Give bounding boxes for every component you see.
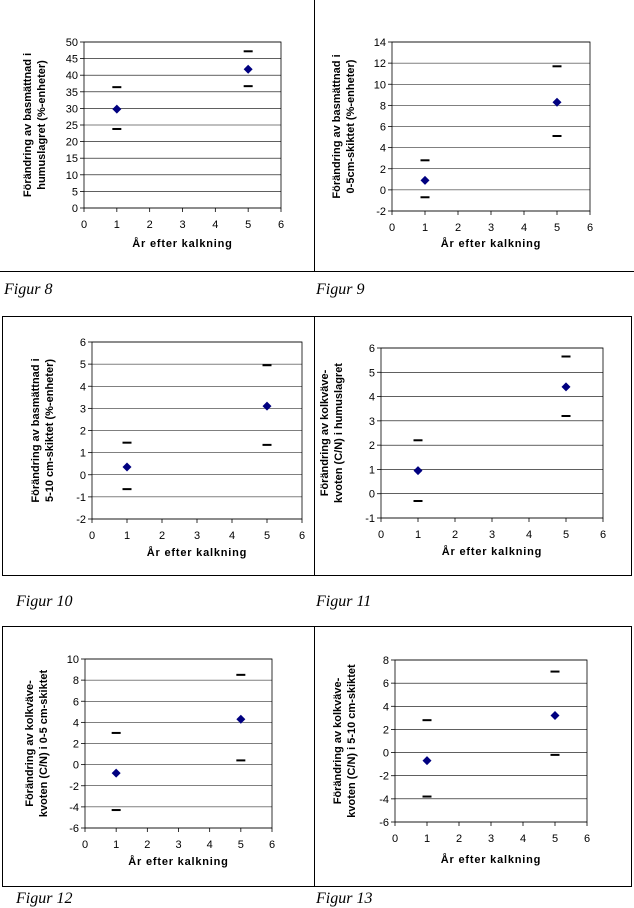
x-axis-label: År efter kalkning	[132, 238, 233, 250]
figure-caption-10: Figur 10	[16, 593, 73, 610]
y-tick-label: 6	[368, 343, 375, 355]
data-point	[423, 756, 432, 765]
y-tick-label: 5	[368, 367, 375, 380]
x-tick-label: 5	[551, 833, 559, 845]
data-point	[112, 769, 121, 778]
x-tick-label: 4	[206, 839, 213, 851]
x-tick-label: 2	[146, 219, 153, 231]
x-tick-label: 4	[228, 530, 236, 542]
x-tick-label: 5	[562, 529, 570, 541]
data-point	[551, 711, 560, 720]
chart-6	[332, 655, 590, 866]
x-tick-label: 1	[421, 222, 429, 234]
chart-1	[22, 37, 284, 250]
y-tick-label: -2	[76, 514, 86, 526]
x-axis-label: År efter kalkning	[441, 546, 543, 558]
x-tick-label: 5	[245, 219, 252, 231]
chart-4	[319, 343, 606, 558]
y-tick-label: 6	[72, 696, 79, 709]
x-tick-label: 3	[488, 529, 496, 541]
x-axis-label: År efter kalkning	[440, 238, 542, 250]
y-tick-label: 1	[79, 447, 86, 460]
y-axis-label-line: kvoten (C/N) i 5-10 cm-skiktet	[346, 664, 358, 818]
chart-3	[30, 337, 305, 559]
y-tick-label: -4	[379, 793, 389, 806]
x-tick-label: 1	[113, 219, 120, 231]
x-tick-label: 3	[487, 222, 495, 234]
y-tick-label: -1	[76, 491, 86, 504]
y-tick-label: 45	[65, 53, 78, 66]
figure-caption-13: Figur 13	[316, 890, 373, 907]
x-tick-label: 0	[81, 839, 89, 851]
y-axis-label-line: Förändring av basmättnad i	[331, 54, 343, 199]
y-axis-label-line: humuslagret (%-enheter)	[36, 60, 48, 190]
figure-caption-8: Figur 8	[4, 281, 53, 298]
y-tick-label: 40	[65, 70, 78, 83]
x-axis-label: År efter kalkning	[128, 856, 229, 868]
x-tick-label: 0	[377, 529, 385, 541]
plot-frame	[395, 660, 587, 822]
y-tick-label: -2	[376, 206, 386, 218]
y-tick-label: 20	[65, 136, 78, 149]
y-axis-label-line: Förändring av basmättnad i	[22, 52, 34, 198]
y-tick-label: 10	[66, 654, 79, 666]
x-axis-label: År efter kalkning	[146, 547, 248, 559]
y-tick-label: 1	[368, 464, 375, 477]
data-point	[421, 176, 430, 185]
y-tick-label: 8	[382, 655, 389, 667]
x-tick-label: 5	[237, 839, 244, 851]
x-tick-label: 0	[80, 219, 88, 231]
x-tick-label: 4	[525, 529, 533, 541]
x-tick-label: 4	[212, 219, 219, 231]
y-tick-label: 6	[379, 121, 386, 134]
y-tick-label: 14	[373, 37, 386, 49]
y-tick-label: 12	[373, 58, 386, 71]
y-tick-label: 4	[382, 701, 389, 714]
x-tick-label: 2	[454, 222, 462, 234]
data-point	[414, 466, 423, 475]
y-tick-label: -4	[69, 801, 79, 814]
y-axis-label-line: Förändring av kolkväve-	[24, 680, 36, 807]
x-tick-label: 3	[179, 219, 186, 231]
y-tick-label: -6	[379, 817, 389, 829]
y-tick-label: -1	[365, 513, 375, 525]
y-tick-label: 4	[79, 381, 86, 394]
y-tick-label: 35	[65, 86, 78, 99]
data-point	[562, 382, 571, 391]
x-tick-label: 0	[391, 833, 399, 845]
x-tick-label: 5	[263, 530, 271, 542]
y-axis-label-line: 0-5cm-skiktet (%-enheter)	[345, 59, 357, 194]
x-tick-label: 0	[388, 222, 396, 234]
y-tick-label: 2	[382, 724, 389, 737]
y-axis-label-line: kvoten (C/N) i 0-5 cm-skiktet	[38, 669, 50, 818]
x-tick-label: 6	[268, 839, 276, 851]
y-tick-label: 2	[379, 163, 386, 176]
y-tick-label: 4	[72, 717, 79, 730]
y-tick-label: 6	[79, 337, 86, 349]
y-tick-label: 5	[79, 359, 86, 372]
x-tick-label: 2	[451, 529, 459, 541]
y-axis-label-line: Förändring av basmättnad i	[30, 358, 42, 503]
y-tick-label: -2	[69, 780, 79, 793]
data-point	[123, 463, 132, 472]
figure-caption-11: Figur 11	[316, 593, 372, 610]
chart-2	[331, 37, 593, 250]
data-point	[263, 402, 272, 411]
y-tick-label: 0	[71, 203, 78, 215]
data-point	[244, 65, 253, 74]
y-tick-label: 2	[368, 440, 375, 453]
y-tick-label: 0	[368, 488, 375, 501]
y-tick-label: 8	[72, 675, 79, 688]
y-tick-label: 2	[79, 425, 86, 438]
y-tick-label: 2	[72, 738, 79, 751]
y-tick-label: 30	[65, 103, 78, 116]
y-tick-label: 5	[71, 186, 78, 199]
x-tick-label: 2	[158, 530, 166, 542]
y-tick-label: 4	[368, 391, 375, 404]
x-axis-label: År efter kalkning	[440, 854, 542, 866]
y-axis-label-line: Förändring av kolkväve-	[319, 369, 331, 497]
y-tick-label: 8	[379, 100, 386, 113]
x-tick-label: 3	[175, 839, 182, 851]
y-tick-label: -2	[379, 770, 389, 783]
x-tick-label: 0	[88, 530, 96, 542]
x-tick-label: 4	[520, 222, 528, 234]
x-tick-label: 6	[586, 222, 594, 234]
x-tick-label: 3	[193, 530, 201, 542]
y-tick-label: -6	[69, 823, 79, 835]
chart-5	[24, 654, 275, 868]
x-tick-label: 6	[277, 219, 285, 231]
x-tick-label: 4	[519, 833, 527, 845]
y-tick-label: 0	[79, 469, 86, 482]
y-axis-label-line: Förändring av kolkväve-	[332, 677, 344, 805]
x-tick-label: 2	[144, 839, 151, 851]
x-tick-label: 3	[487, 833, 495, 845]
y-tick-label: 0	[72, 759, 79, 772]
data-point	[112, 105, 121, 114]
y-axis-label-line: kvoten (C/N) i humuslagret	[333, 363, 345, 503]
y-tick-label: 0	[379, 184, 386, 197]
x-tick-label: 1	[123, 530, 131, 542]
y-tick-label: 50	[65, 37, 78, 49]
x-tick-label: 6	[298, 530, 306, 542]
x-tick-label: 1	[414, 529, 422, 541]
y-tick-label: 10	[65, 169, 78, 182]
x-tick-label: 1	[113, 839, 120, 851]
x-tick-label: 6	[583, 833, 591, 845]
figure-caption-9: Figur 9	[316, 281, 365, 298]
y-tick-label: 0	[382, 747, 389, 760]
y-tick-label: 4	[379, 142, 386, 155]
y-axis-label-line: 5-10 cm-skiktet (%-enheter)	[44, 358, 56, 503]
y-tick-label: 3	[368, 415, 375, 428]
y-tick-label: 3	[79, 403, 86, 416]
x-tick-label: 5	[553, 222, 561, 234]
figure-caption-12: Figur 12	[16, 890, 73, 907]
y-tick-label: 10	[373, 79, 386, 92]
y-tick-label: 25	[65, 120, 78, 132]
x-tick-label: 6	[599, 529, 607, 541]
y-tick-label: 15	[65, 153, 78, 166]
x-tick-label: 1	[423, 833, 431, 845]
y-tick-label: 6	[382, 678, 389, 691]
x-tick-label: 2	[455, 833, 463, 845]
plot-frame	[381, 348, 603, 518]
